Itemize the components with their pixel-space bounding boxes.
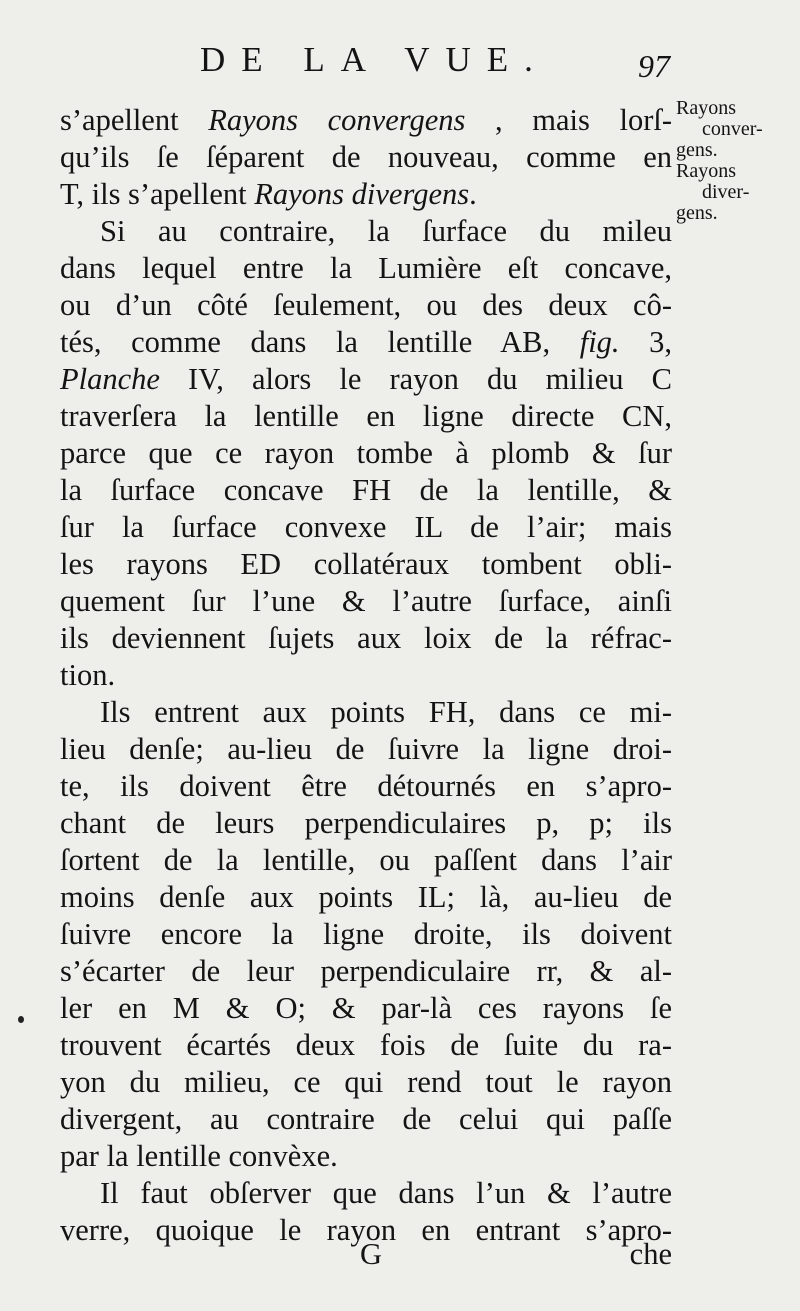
text-line: ſuivre encore la ligne droite, ils doivent <box>60 917 672 951</box>
text-line: s’écarter de leur perpendiculaire rr, & al- <box>60 954 672 988</box>
text-line: quement ſur l’une & l’autre ſurface, ainſi <box>60 584 672 618</box>
text-line: Il faut obſerver que dans l’un & l’autre <box>100 1176 672 1210</box>
text-line: la ſurface concave FH de la lentille, & <box>60 473 672 507</box>
text-line: Planche IV, alors le rayon du milieu C <box>60 362 672 396</box>
margin-note: conver- <box>702 118 763 140</box>
page-footer <box>60 1237 672 1277</box>
text-line: ler en M & O; & par-là ces rayons ſe <box>60 991 672 1025</box>
text-line: chant de leurs perpendiculaires p, p; ils <box>60 806 672 840</box>
text-line: qu’ils ſe ſéparent de nouveau, comme en <box>60 140 672 174</box>
margin-note: diver- <box>702 181 750 203</box>
text-line: ils deviennent ſujets aux loix de la réfrac- <box>60 621 672 655</box>
text-line: yon du milieu, ce qui rend tout le rayon <box>60 1065 672 1099</box>
text-line: lieu denſe; au-lieu de ſuivre la ligne droi- <box>60 732 672 766</box>
ink-speck <box>18 1016 24 1023</box>
text-line: dans lequel entre la Lumière eſt concave, <box>60 251 672 285</box>
text-line: ou d’un côté ſeulement, ou des deux cô- <box>60 288 672 322</box>
margin-note: gens. <box>676 202 718 224</box>
signature-mark: G <box>360 1237 383 1271</box>
text-line: ſur la ſurface convexe IL de l’air; mais <box>60 510 672 544</box>
catchword: che <box>629 1237 672 1271</box>
text-line: par la lentille convèxe. <box>60 1139 338 1173</box>
text-line: te, ils doivent être détournés en s’apro- <box>60 769 672 803</box>
margin-notes <box>676 98 786 224</box>
text-line: traverſera la lentille en ligne directe CN, <box>60 399 672 433</box>
text-line: Si au contraire, la ſurface du mileu <box>100 214 672 248</box>
margin-note: gens. <box>676 139 718 161</box>
text-line: verre, quoique le rayon en entrant s’apro- <box>60 1213 672 1247</box>
text-line: ſortent de la lentille, ou paſſent dans l’air <box>60 843 672 877</box>
text-line: moins denſe aux points IL; là, au-lieu de <box>60 880 672 914</box>
text-line: tés, comme dans la lentille AB, fig. 3, <box>60 325 673 359</box>
text-line: divergent, au contraire de celui qui paſſe <box>60 1102 672 1136</box>
margin-note: Rayons <box>676 160 736 182</box>
text-line: trouvent écartés deux fois de ſuite du ra- <box>60 1028 672 1062</box>
margin-note: Rayons <box>676 97 736 119</box>
text-line: les rayons ED collatéraux tombent obli- <box>60 547 672 581</box>
text-line: T, ils s’apellent Rayons divergens. <box>60 177 477 211</box>
text-line: Ils entrent aux points FH, dans ce mi- <box>100 695 672 729</box>
page-header <box>200 40 670 90</box>
text-line: parce que ce rayon tombe à plomb & ſur <box>60 436 672 470</box>
text-line: s’apellent Rayons convergens , mais lorſ- <box>60 103 673 137</box>
page-number: 97 <box>638 48 670 84</box>
body-text <box>60 102 672 1249</box>
text-line: tion. <box>60 658 116 692</box>
running-title: DE LA VUE. <box>200 40 549 79</box>
